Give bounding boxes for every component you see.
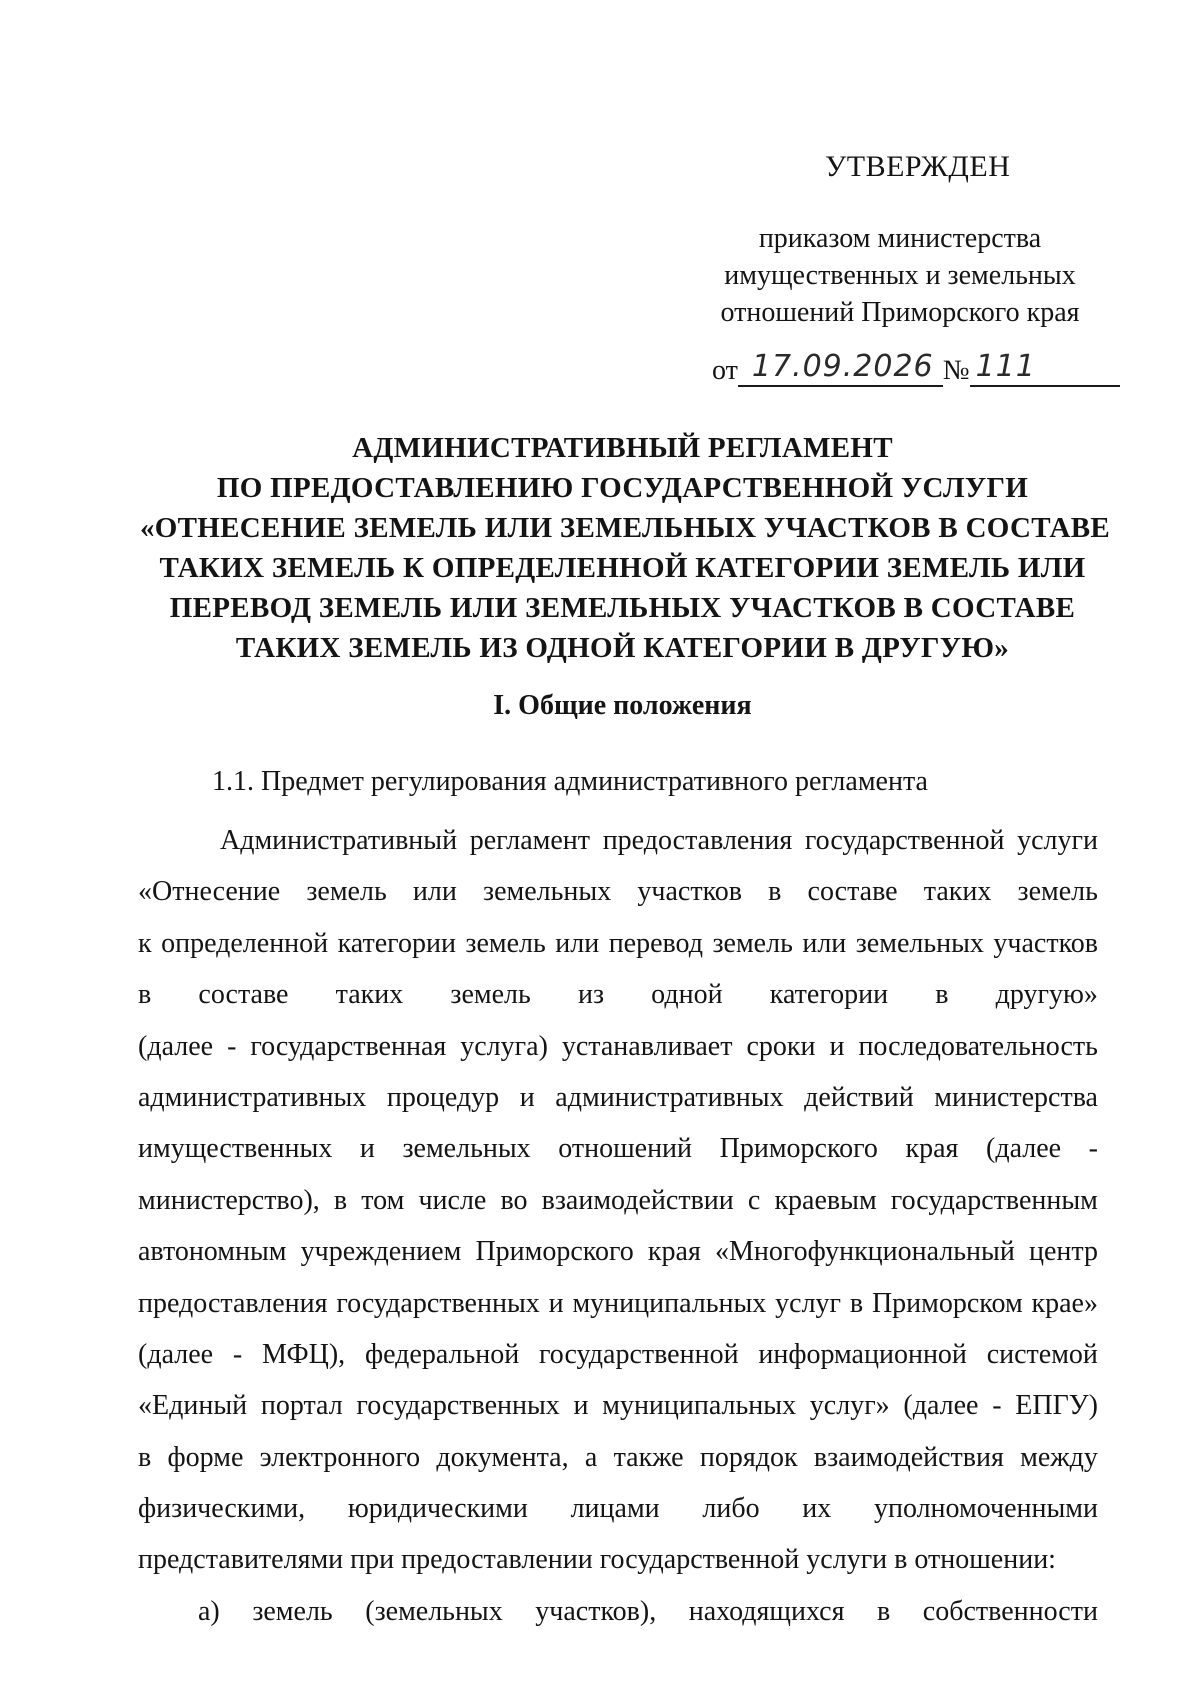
order-number-handwritten: 111 bbox=[975, 349, 1036, 384]
body-word: сроки bbox=[746, 1030, 816, 1062]
body-word: государственных bbox=[356, 1390, 560, 1422]
body-word: юридическими bbox=[347, 1493, 528, 1525]
body-word: портал bbox=[260, 1390, 343, 1422]
body-word: - bbox=[992, 1390, 1002, 1422]
body-word: административных bbox=[138, 1081, 367, 1113]
body-word: регламент bbox=[469, 825, 591, 856]
body-word: перевод bbox=[608, 927, 703, 959]
body-word: в bbox=[935, 979, 949, 1011]
body-word: и bbox=[519, 1081, 535, 1113]
body-word: лицами bbox=[570, 1493, 660, 1525]
body-word: таких bbox=[923, 876, 992, 908]
body-word: взаимодействия bbox=[813, 1441, 1004, 1473]
body-line bbox=[138, 1226, 1098, 1277]
body-word: участков bbox=[993, 927, 1098, 959]
body-word: а) bbox=[198, 1595, 220, 1627]
body-word: Административный bbox=[220, 825, 458, 856]
body-word: государственных bbox=[336, 1287, 540, 1319]
body-line bbox=[138, 1380, 1098, 1431]
body-word: земельных bbox=[402, 1133, 531, 1165]
body-word: административных bbox=[555, 1081, 784, 1113]
body-word: таких bbox=[335, 979, 404, 1011]
title-line: «ОТНЕСЕНИЕ ЗЕМЕЛЬ ИЛИ ЗЕМЕЛЬНЫХ УЧАСТКОВ В СОСТАВЕ bbox=[140, 512, 1110, 544]
body-line bbox=[138, 1278, 1098, 1329]
body-word: государственной bbox=[804, 825, 1005, 856]
body-line bbox=[138, 1123, 1098, 1174]
body-word: земель bbox=[712, 927, 793, 959]
body-word: также bbox=[613, 1441, 684, 1473]
body-word: - bbox=[1088, 1133, 1098, 1165]
body-word: действий bbox=[804, 1081, 914, 1113]
body-word: их bbox=[802, 1493, 832, 1525]
body-word: крае» bbox=[1031, 1287, 1098, 1319]
body-line bbox=[138, 1432, 1098, 1483]
body-word: - bbox=[227, 1030, 237, 1062]
title-line: ПЕРЕВОД ЗЕМЕЛЬ ИЛИ ЗЕМЕЛЬНЫХ УЧАСТКОВ В СОСТАВЕ bbox=[169, 592, 1076, 624]
order-reference bbox=[700, 220, 1100, 331]
body-word: государственным bbox=[890, 1184, 1098, 1216]
order-line-1: приказом министерства bbox=[758, 223, 1042, 254]
body-word: форме bbox=[167, 1441, 244, 1473]
body-word: в bbox=[138, 979, 152, 1011]
body-word: в bbox=[333, 1184, 348, 1216]
title-line: ПО ПРЕДОСТАВЛЕНИЮ ГОСУДАРСТВЕННОЙ УСЛУГИ bbox=[216, 472, 1029, 504]
body-word: категории bbox=[769, 979, 889, 1011]
body-word: Приморского bbox=[719, 1133, 878, 1165]
body-word: порядок bbox=[699, 1441, 798, 1473]
body-line bbox=[138, 1072, 1098, 1123]
body-word: или bbox=[802, 927, 847, 959]
body-word: с bbox=[747, 1184, 761, 1216]
body-word: государственная bbox=[250, 1030, 447, 1062]
body-word: определенной bbox=[161, 927, 329, 959]
body-word: числе bbox=[418, 1184, 487, 1216]
body-word: земельных bbox=[483, 876, 612, 908]
body-word: учреждением bbox=[300, 1236, 462, 1268]
body-word: земель bbox=[306, 876, 387, 908]
body-word: услуги bbox=[1017, 825, 1098, 856]
body-word: Приморском bbox=[871, 1287, 1023, 1319]
order-line-3: отношений Приморского края bbox=[720, 297, 1080, 328]
body-word: составе bbox=[807, 876, 898, 908]
body-word: в bbox=[138, 1441, 152, 1473]
body-word: в bbox=[877, 1595, 891, 1627]
title-line: ТАКИХ ЗЕМЕЛЬ К ОПРЕДЕЛЕННОЙ КАТЕГОРИИ ЗЕМЕЛЬ ИЛИ bbox=[159, 552, 1086, 584]
order-date-handwritten: 17.09.2026 bbox=[751, 349, 934, 384]
document-title bbox=[140, 428, 1110, 668]
body-word: предоставления bbox=[138, 1287, 328, 1319]
body-word: собственности bbox=[922, 1595, 1098, 1627]
body-word: категории bbox=[337, 927, 456, 959]
body-word: услуга) bbox=[460, 1030, 548, 1062]
section-heading: I. Общие положения bbox=[493, 690, 752, 721]
body-word: устанавливает bbox=[561, 1030, 733, 1062]
date-prefix: от bbox=[712, 355, 738, 386]
body-word: том bbox=[361, 1184, 405, 1216]
body-word: государственной bbox=[539, 1338, 739, 1370]
order-number-field bbox=[970, 350, 1120, 387]
body-word: федеральной bbox=[364, 1338, 520, 1370]
body-word: краевым bbox=[774, 1184, 877, 1216]
body-word: муниципальных bbox=[602, 1390, 797, 1422]
order-date-field bbox=[738, 350, 943, 387]
body-word: Приморского bbox=[475, 1236, 634, 1268]
body-word: предоставления bbox=[602, 825, 793, 856]
body-word: услуг» bbox=[809, 1390, 890, 1422]
title-line: АДМИНИСТРАТИВНЫЙ РЕГЛАМЕНТ bbox=[352, 432, 893, 464]
body-word: - bbox=[232, 1338, 243, 1370]
body-word: процедур bbox=[386, 1081, 500, 1113]
body-word: участков bbox=[637, 876, 742, 908]
body-word: во bbox=[500, 1184, 528, 1216]
body-word: и bbox=[359, 1133, 375, 1165]
order-date-number-line bbox=[712, 350, 1120, 387]
body-word: «Отнесение bbox=[138, 876, 281, 908]
body-word: к bbox=[138, 927, 152, 959]
order-line-2: имущественных и земельных bbox=[724, 260, 1076, 291]
body-word: информационной bbox=[758, 1338, 967, 1370]
body-word: земельных bbox=[855, 927, 984, 959]
body-word: уполномоченными bbox=[873, 1493, 1098, 1525]
body-word: «Единый bbox=[138, 1390, 248, 1422]
body-word: одной bbox=[651, 979, 723, 1011]
body-line bbox=[138, 1021, 1098, 1072]
body-word: находящихся bbox=[688, 1595, 845, 1627]
approved-label: УТВЕРЖДЕН bbox=[825, 150, 1011, 183]
body-word: другую» bbox=[995, 979, 1098, 1011]
body-word: центр bbox=[1028, 1236, 1098, 1268]
body-paragraph bbox=[138, 815, 1098, 1637]
body-word: физическими, bbox=[138, 1493, 306, 1525]
body-line bbox=[138, 1586, 1098, 1637]
body-word: составе bbox=[198, 979, 289, 1011]
body-word: и bbox=[829, 1030, 845, 1062]
body-line bbox=[138, 815, 1098, 866]
body-word: земель bbox=[450, 979, 531, 1011]
body-word: ЕПГУ) bbox=[1015, 1390, 1098, 1422]
body-word: в bbox=[849, 1287, 864, 1319]
body-word: (земельных bbox=[365, 1595, 503, 1627]
body-word: документа, bbox=[436, 1441, 569, 1473]
body-word: имущественных bbox=[138, 1133, 333, 1165]
body-word: министерства bbox=[934, 1081, 1098, 1113]
body-word: а bbox=[584, 1441, 598, 1473]
number-prefix: № bbox=[942, 355, 970, 386]
body-word: последовательность bbox=[858, 1030, 1098, 1062]
body-word: взаимодействии bbox=[541, 1184, 734, 1216]
body-line bbox=[138, 866, 1098, 917]
body-word: (далее bbox=[138, 1338, 214, 1370]
title-line: ТАКИХ ЗЕМЕЛЬ ИЗ ОДНОЙ КАТЕГОРИИ В ДРУГУЮ» bbox=[235, 632, 1010, 664]
body-word: или bbox=[555, 927, 600, 959]
body-line bbox=[138, 969, 1098, 1020]
body-word: автономным bbox=[138, 1236, 287, 1268]
body-word: и bbox=[548, 1287, 564, 1319]
subsection-heading: 1.1. Предмет регулирования административного регламента bbox=[212, 766, 928, 797]
body-line bbox=[138, 1329, 1098, 1380]
body-word: (далее bbox=[138, 1030, 214, 1062]
body-word: муниципальных bbox=[572, 1287, 767, 1319]
body-word: края bbox=[647, 1236, 701, 1268]
body-word: отношений bbox=[558, 1133, 693, 1165]
body-line: представителями при предоставлении государственной услуги в отношении: bbox=[138, 1544, 1056, 1576]
body-word: между bbox=[1020, 1441, 1098, 1473]
body-word: и bbox=[573, 1390, 589, 1422]
body-word: министерство), bbox=[138, 1184, 320, 1216]
body-word: «Многофункциональный bbox=[714, 1236, 1015, 1268]
body-word: (далее bbox=[986, 1133, 1062, 1165]
body-line bbox=[138, 1175, 1098, 1226]
body-word: земель bbox=[1017, 876, 1098, 908]
body-word: земель bbox=[465, 927, 546, 959]
body-word: земель bbox=[252, 1595, 333, 1627]
body-word: из bbox=[577, 979, 604, 1011]
body-word: системой bbox=[986, 1338, 1098, 1370]
body-word: (далее bbox=[903, 1390, 979, 1422]
body-word: услуг bbox=[775, 1287, 842, 1319]
body-word: МФЦ), bbox=[261, 1338, 346, 1370]
body-word: электронного bbox=[259, 1441, 421, 1473]
body-word: участков), bbox=[535, 1595, 657, 1627]
body-word: либо bbox=[702, 1493, 760, 1525]
body-word: края bbox=[905, 1133, 959, 1165]
body-line bbox=[138, 918, 1098, 969]
body-word: или bbox=[412, 876, 457, 908]
body-word: в bbox=[768, 876, 782, 908]
body-line bbox=[138, 1483, 1098, 1534]
